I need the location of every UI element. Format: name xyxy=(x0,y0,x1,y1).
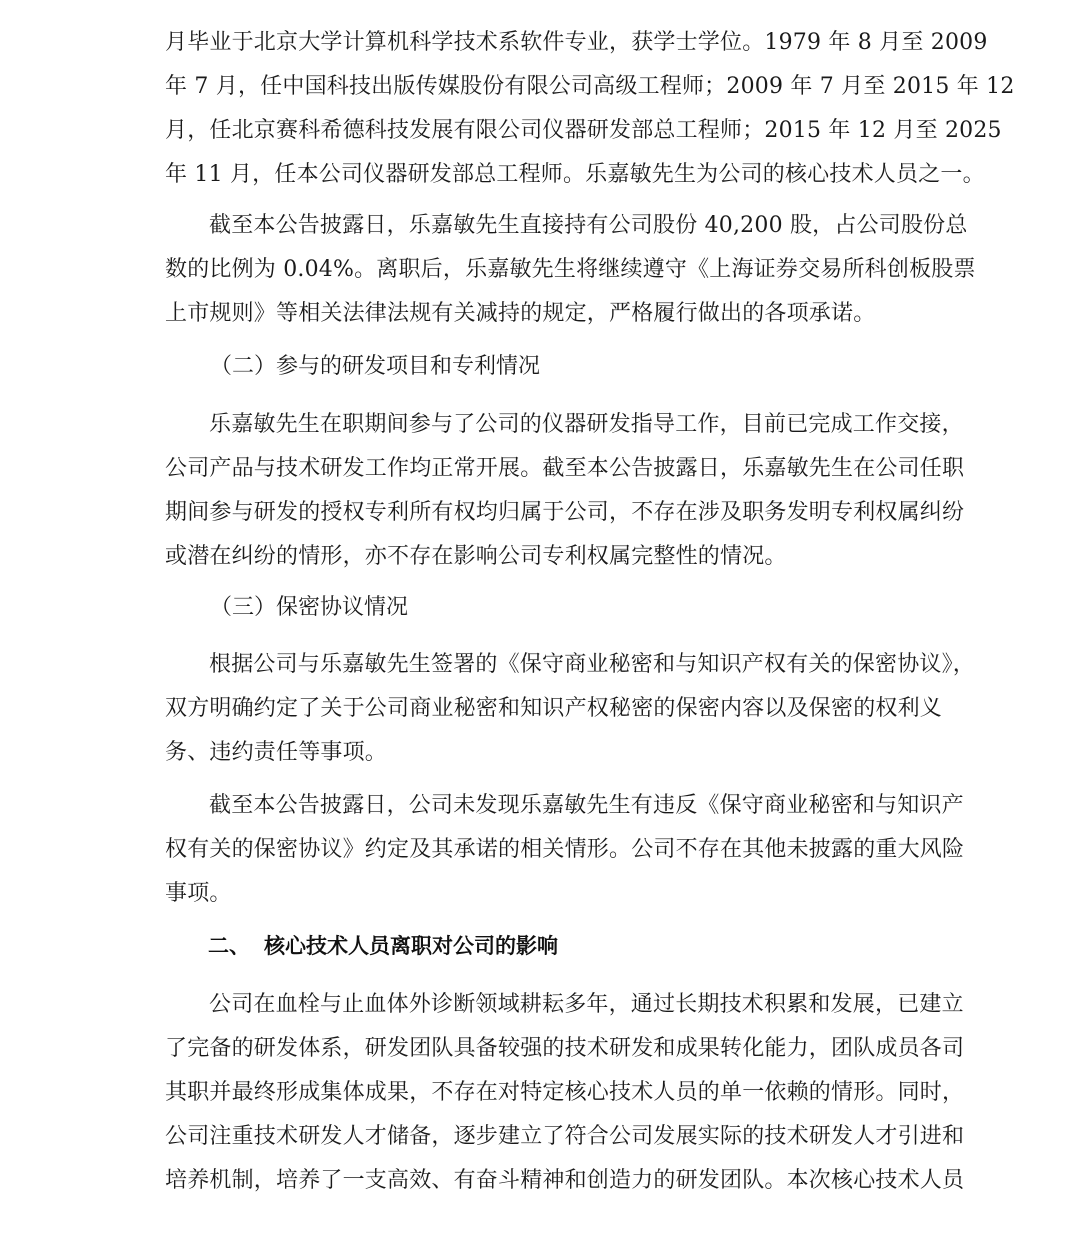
paragraph-career-history xyxy=(165,21,1015,197)
text-line: 务、违约责任等事项。 xyxy=(165,740,388,765)
text-line: 月，任北京赛科希德科技发展有限公司仪器研发部总工程师；2015 年 12 月至 2025 xyxy=(165,118,1002,143)
text-line: 了完备的研发体系，研发团队具备较强的技术研发和成果转化能力，团队成员各司 xyxy=(165,1036,965,1061)
text-line: 数的比例为 0.04%。离职后，乐嘉敏先生将继续遵守《上海证券交易所科创板股票 xyxy=(165,257,976,282)
subsection-number: （三） xyxy=(210,595,277,620)
section-number: 二、 xyxy=(208,934,250,958)
text-line: 事项。 xyxy=(165,881,232,906)
paragraph-no-violation xyxy=(165,784,965,916)
section-title: 核心技术人员离职对公司的影响 xyxy=(264,934,558,958)
text-line: 截至本公告披露日，公司未发现乐嘉敏先生有违反《保守商业秘密和与知识产 xyxy=(209,793,964,818)
text-line: 乐嘉敏先生在职期间参与了公司的仪器研发指导工作，目前已完成工作交接， xyxy=(209,412,964,437)
text-line: 或潜在纠纷的情形，亦不存在影响公司专利权属完整性的情况。 xyxy=(165,544,787,569)
paragraph-shareholding xyxy=(165,204,976,336)
subsection-title: 参与的研发项目和专利情况 xyxy=(276,354,541,379)
text-line: 根据公司与乐嘉敏先生签署的《保守商业秘密和与知识产权有关的保密协议》， xyxy=(209,652,976,677)
text-line: 年 7 月，任中国科技出版传媒股份有限公司高级工程师；2009 年 7 月至 2015 年 12 xyxy=(165,74,1015,99)
text-line: 月毕业于北京大学计算机科学技术系软件专业，获学士学位。1979 年 8 月至 2009 xyxy=(165,30,988,55)
section-heading-2 xyxy=(208,924,558,968)
text-line: 其职并最终形成集体成果，不存在对特定核心技术人员的单一依赖的情形。同时， xyxy=(165,1080,965,1105)
subsection-heading-2 xyxy=(210,345,540,389)
text-line: 培养机制，培养了一支高效、有奋斗精神和创造力的研发团队。本次核心技术人员 xyxy=(165,1168,965,1193)
paragraph-impact xyxy=(165,983,965,1203)
text-line: 公司注重技术研发人才储备，逐步建立了符合公司发展实际的技术研发人才引进和 xyxy=(165,1124,965,1149)
subsection-number: （二） xyxy=(210,354,277,379)
text-line: 权有关的保密协议》约定及其承诺的相关情形。公司不存在其他未披露的重大风险 xyxy=(165,837,965,862)
paragraph-rd-patents xyxy=(165,403,965,579)
text-line: 上市规则》等相关法律法规有关减持的规定，严格履行做出的各项承诺。 xyxy=(165,301,876,326)
text-line: 截至本公告披露日，乐嘉敏先生直接持有公司股份 40,200 股，占公司股份总 xyxy=(209,213,968,238)
text-line: 期间参与研发的授权专利所有权均归属于公司，不存在涉及职务发明专利权属纠纷 xyxy=(165,500,965,525)
subsection-title: 保密协议情况 xyxy=(276,595,409,620)
text-line: 公司在血栓与止血体外诊断领域耕耘多年，通过长期技术积累和发展，已建立 xyxy=(209,992,964,1017)
paragraph-confidentiality-agreement xyxy=(165,643,976,775)
text-line: 年 11 月，任本公司仪器研发部总工程师。乐嘉敏先生为公司的核心技术人员之一。 xyxy=(165,162,985,187)
subsection-heading-3 xyxy=(210,586,408,630)
text-line: 双方明确约定了关于公司商业秘密和知识产权秘密的保密内容以及保密的权利义 xyxy=(165,696,943,721)
text-line: 公司产品与技术研发工作均正常开展。截至本公告披露日，乐嘉敏先生在公司任职 xyxy=(165,456,965,481)
